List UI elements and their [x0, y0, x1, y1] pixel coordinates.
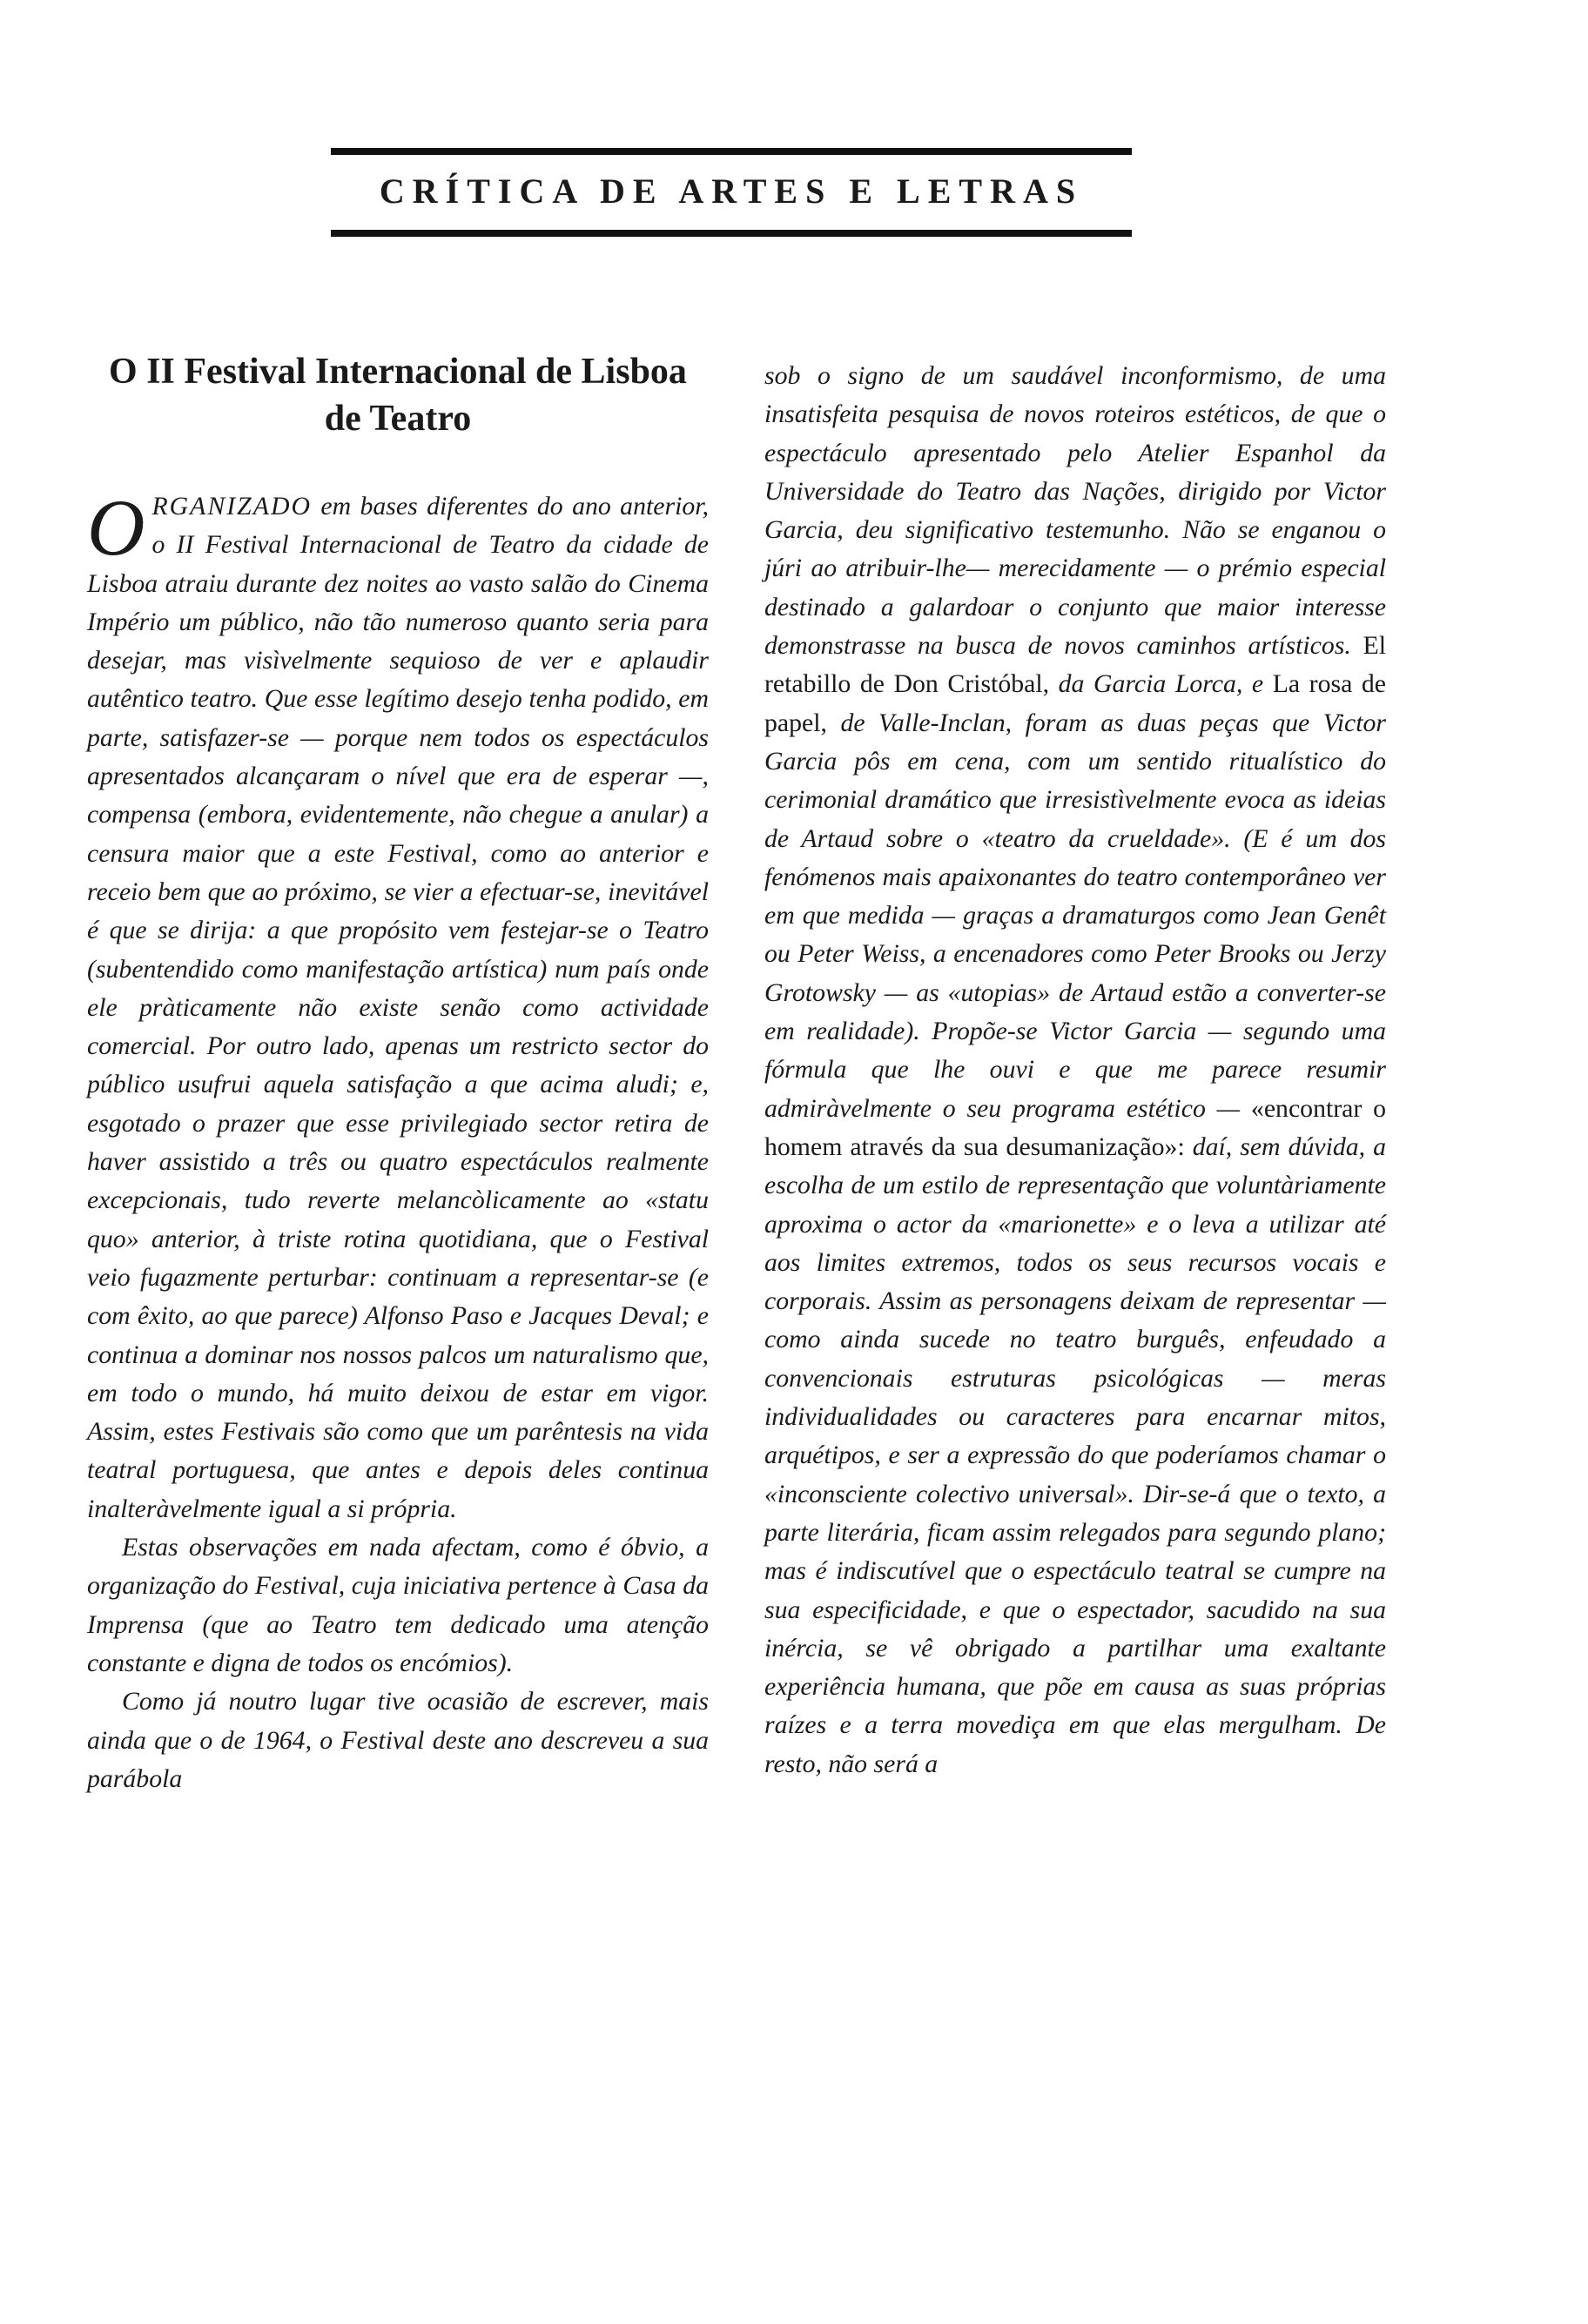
paragraph-2: Estas observações em nada afectam, como é óbvio, a organização do Festival, cuja iniciativa pertence à Casa da Imprensa (que ao Teatro tem dedicado uma atenção constante e digna de todos os encómios).	[87, 1533, 709, 1677]
paragraph-1-text: em bases diferentes do ano anterior, o II Festival Internacional de Teatro da cidade de Lisboa atraiu durante dez noites ao vasto salão do Cinema Império um público, não tão numeroso quanto seria para desejar, mas visìvelmente sequioso de ver e aplaudir autêntico teatro. Que esse legítimo desejo tenha podido, em parte, satisfazer-se — porque nem todos os espectáculos apresentados alcançaram o nível que era de esperar —, compensa (embora, evidentemente, não chegue a anular) a censura maior que a este Festival, como ao anterior e receio bem que ao próximo, se vier a efectuar-se, inevitável é que se dirija: a que propósito vem festejar-se o Teatro (subentendido como manifestação artística) num país onde ele pràticamente não existe senão como actividade comercial. Por outro lado, apenas um restricto sector do público usufrui aquela satisfação a que acima aludi; e, esgotado o prazer que esse privilegiado sector retira de haver assistido a três ou quatro espectáculos realmente excepcionais, tudo reverte melancòlicamente ao «statu quo» anterior, à triste rotina quotidiana, que o Festival veio fugazmente perturbar: continuam a representar-se (e com êxito, ao que parece) Alfonso Paso e Jacques Deval; e continua a dominar nos nossos palcos um naturalismo que, em todo o mundo, há muito deixou de estar em vigor. Assim, estes Festivais são como que um parêntesis na vida teatral portuguesa, que antes e depois deles continua inalteràvelmente igual a si própria.	[87, 492, 709, 1523]
quoted-formula: «encontrar o homem através da sua desumanização»:	[764, 1093, 1387, 1161]
play-title-1: El retabillo de Don Cristóbal,	[764, 631, 1386, 699]
left-column	[87, 348, 709, 1798]
paragraph-1	[87, 483, 709, 1528]
paragraph-3: Como já noutro lugar tive ocasião de escrever, mais ainda que o de 1964, o Festival deste ano descreveu a sua parábola	[87, 1687, 709, 1793]
header-bottom-rule	[331, 230, 1132, 237]
lead-caps: RGANIZADO	[151, 492, 312, 521]
right-text-4: daí, sem dúvida, a escolha de um estilo de representação que voluntàriamente aproxima o actor da «marionette» e o leva a utilizar até aos limites extremos, todos os seus recursos vocais e corporais. Assim as personagens deixam de representar — como ainda sucede no teatro burguês, enfeudado a convencionais estruturas psicológicas — meras individualidades ou caracteres para encarnar mitos, arquétipos, e ser a expressão do que poderíamos chamar o «inconsciente colectivo universal». Dir-se-á que o texto, a parte literária, ficam assim relegados para segundo plano; mas é indiscutível que o espectáculo teatral se cumpre na sua especificidade, e que o espectador, sacudido na sua inércia, se vê obrigado a partilhar uma exaltante experiência humana, que põe em causa as suas próprias raízes e a terra movediça em que elas mergulham. De resto, não será a	[764, 1132, 1387, 1778]
right-text-2: da Garcia Lorca, e	[1049, 669, 1273, 699]
section-header	[331, 148, 1132, 237]
right-text-1: sob o signo de um saudável inconformismo, de uma insatisfeita pesquisa de novos roteiros estéticos, de que o espectáculo apresentado pelo Atelier Espanhol da Universidade do Teatro das Nações, dirigido por Victor Garcia, deu significativo testemunho. Não se enganou o júri ao atribuir-lhe— merecidamente — o prémio especial destinado a galardoar o conjunto que maior interesse demonstrasse na busca de novos caminhos artísticos.	[764, 361, 1386, 661]
right-column	[764, 357, 1386, 1783]
section-title: CRÍTICA DE ARTES E LETRAS	[379, 171, 1084, 211]
drop-cap: O	[87, 483, 145, 572]
right-text-3: de Valle-Inclan, foram as duas peças que Victor Garcia pôs em cena, com um sentido ritualístico do cerimonial dramático que irresistìvelmente evoca as ideias de Artaud sobre o «teatro da crueldade». (E é um dos fenómenos mais apaixonantes do teatro contemporâneo ver em que medida — graças a dramaturgos como Jean Genêt ou Peter Weiss, a encenadores como Peter Brooks ou Jerzy Grotowsky — as «utopias» de Artaud estão a converter-se em realidade). Propõe-se Victor Garcia — segundo uma fórmula que lhe ouvi e que me parece resumir admiràvelmente o seu programa estético —	[764, 708, 1386, 1123]
article-title: O II Festival Internacional de Lisboa de Teatro	[109, 352, 687, 439]
paragraph-continuation	[764, 357, 1386, 1783]
play-title-2: La rosa de papel,	[764, 669, 1386, 737]
header-top-rule	[331, 148, 1132, 155]
